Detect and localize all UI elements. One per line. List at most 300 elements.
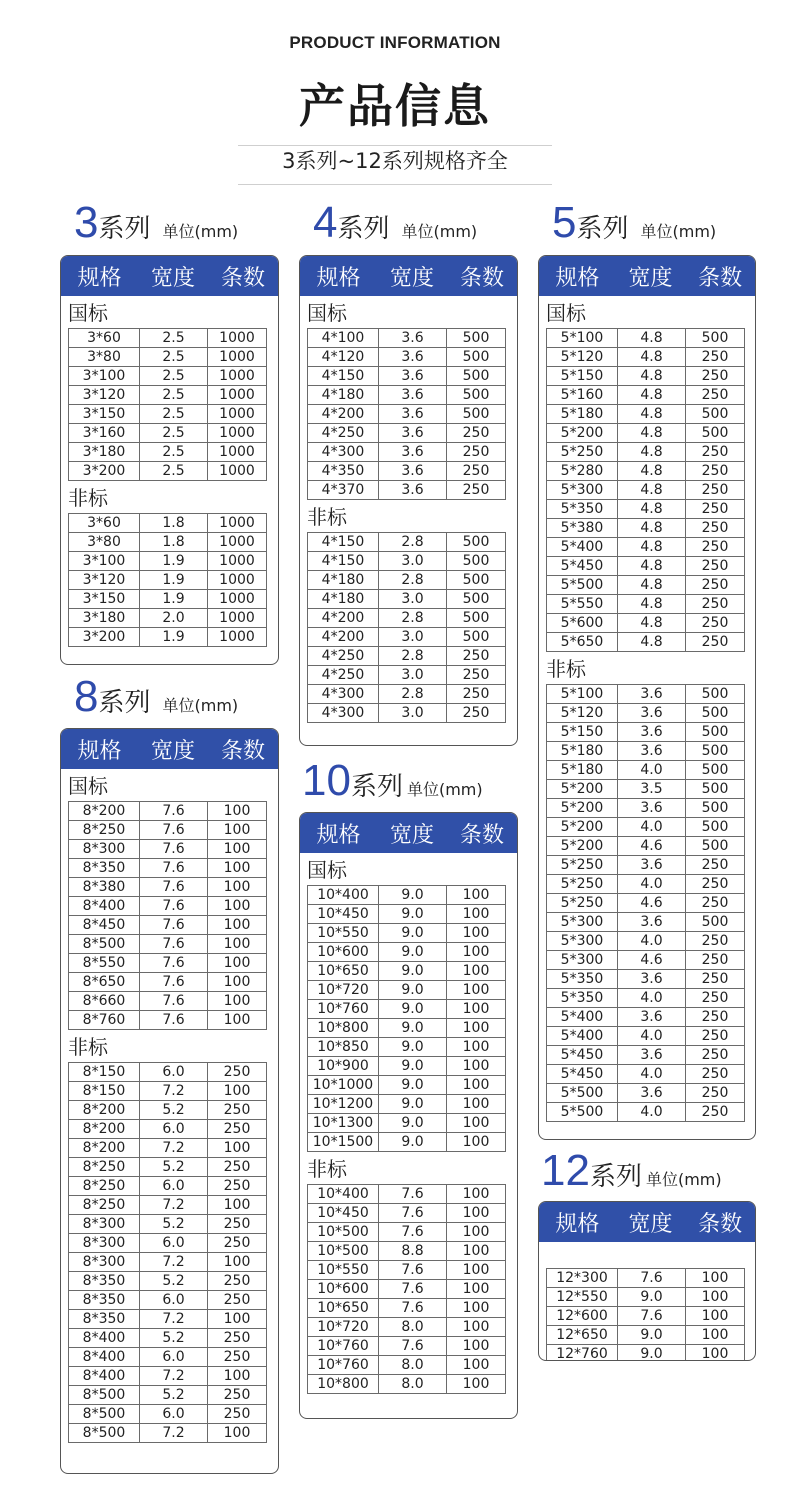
table-row	[69, 1253, 267, 1272]
width-cell: 9.0	[379, 1019, 447, 1038]
count-cell: 100	[208, 1196, 267, 1215]
table-row	[69, 897, 267, 916]
count-cell: 100	[447, 1375, 506, 1394]
count-cell: 250	[208, 1329, 267, 1348]
width-cell: 9.0	[379, 905, 447, 924]
table-row	[547, 1345, 745, 1362]
count-cell: 100	[447, 1133, 506, 1152]
table-row	[547, 1307, 745, 1326]
table-row	[69, 840, 267, 859]
count-cell: 100	[447, 924, 506, 943]
width-cell: 3.6	[379, 386, 447, 405]
width-cell: 7.6	[140, 1011, 208, 1030]
table-row	[308, 1242, 506, 1261]
spec-cell: 5*500	[547, 1103, 618, 1122]
count-cell: 250	[447, 443, 506, 462]
count-cell: 250	[686, 386, 745, 405]
spec-cell: 10*450	[308, 905, 379, 924]
width-cell: 4.8	[618, 614, 686, 633]
column-header: 规格	[316, 265, 361, 291]
table-row	[69, 533, 267, 552]
count-cell: 500	[686, 723, 745, 742]
spec-cell: 4*150	[308, 533, 379, 552]
count-cell: 250	[208, 1177, 267, 1196]
width-cell: 3.6	[618, 856, 686, 875]
count-cell: 100	[447, 981, 506, 1000]
spec-cell: 5*100	[547, 685, 618, 704]
spec-cell: 12*300	[547, 1269, 618, 1288]
width-cell: 5.2	[140, 1329, 208, 1348]
spec-cell: 8*350	[69, 1291, 140, 1310]
group-label: 国标	[68, 774, 108, 798]
width-cell: 4.8	[618, 348, 686, 367]
width-cell: 4.8	[618, 500, 686, 519]
count-cell: 500	[686, 780, 745, 799]
count-cell: 100	[208, 973, 267, 992]
count-cell: 250	[447, 666, 506, 685]
width-cell: 9.0	[618, 1288, 686, 1307]
table-row	[69, 1329, 267, 1348]
spec-cell: 5*160	[547, 386, 618, 405]
count-cell: 250	[686, 1065, 745, 1084]
table-row	[308, 329, 506, 348]
spec-cell: 3*100	[69, 552, 140, 571]
spec-cell: 5*300	[547, 913, 618, 932]
table-row	[69, 802, 267, 821]
table-row	[547, 1065, 745, 1084]
count-cell: 100	[447, 1185, 506, 1204]
series-card	[60, 255, 279, 665]
width-cell: 2.5	[140, 424, 208, 443]
column-header: 规格	[77, 265, 122, 291]
width-cell: 3.6	[618, 704, 686, 723]
table-row	[547, 1269, 745, 1288]
spec-cell: 8*400	[69, 1329, 140, 1348]
count-cell: 100	[447, 1337, 506, 1356]
width-cell: 8.0	[379, 1375, 447, 1394]
table-row	[69, 859, 267, 878]
table-row	[547, 894, 745, 913]
column-header: 宽度	[389, 822, 434, 848]
width-cell: 7.6	[618, 1269, 686, 1288]
spec-cell: 4*300	[308, 685, 379, 704]
width-cell: 3.6	[618, 742, 686, 761]
spec-cell: 4*100	[308, 329, 379, 348]
spec-cell: 8*200	[69, 802, 140, 821]
width-cell: 8.0	[379, 1318, 447, 1337]
spec-cell: 4*180	[308, 590, 379, 609]
spec-cell: 5*120	[547, 348, 618, 367]
width-cell: 7.6	[379, 1185, 447, 1204]
table-row	[69, 628, 267, 647]
width-cell: 7.6	[618, 1307, 686, 1326]
spec-cell: 10*400	[308, 1185, 379, 1204]
table-row	[69, 916, 267, 935]
width-cell: 4.8	[618, 424, 686, 443]
table-row	[69, 609, 267, 628]
count-cell: 1000	[208, 329, 267, 348]
width-cell: 9.0	[379, 1057, 447, 1076]
table-row	[69, 1291, 267, 1310]
table-row	[69, 1120, 267, 1139]
spec-cell: 5*450	[547, 1065, 618, 1084]
width-cell: 9.0	[379, 1133, 447, 1152]
count-cell: 250	[686, 1084, 745, 1103]
width-cell: 3.6	[618, 685, 686, 704]
width-cell: 9.0	[379, 1095, 447, 1114]
count-cell: 100	[208, 935, 267, 954]
count-cell: 1000	[208, 405, 267, 424]
width-cell: 4.8	[618, 386, 686, 405]
table-row	[69, 1101, 267, 1120]
width-cell: 9.0	[379, 981, 447, 1000]
width-cell: 4.0	[618, 875, 686, 894]
spec-cell: 3*150	[69, 405, 140, 424]
series-title-12: 12系列 单位(mm)	[541, 1146, 722, 1195]
table-row	[547, 704, 745, 723]
width-cell: 1.9	[140, 571, 208, 590]
table-row	[308, 666, 506, 685]
width-cell: 9.0	[618, 1345, 686, 1362]
group-label: 国标	[307, 858, 347, 882]
width-cell: 9.0	[379, 1000, 447, 1019]
width-cell: 2.8	[379, 647, 447, 666]
spec-cell: 5*350	[547, 989, 618, 1008]
table-row	[69, 1158, 267, 1177]
count-cell: 100	[447, 1038, 506, 1057]
count-cell: 100	[447, 943, 506, 962]
width-cell: 9.0	[379, 886, 447, 905]
width-cell: 4.0	[618, 1103, 686, 1122]
count-cell: 100	[208, 1310, 267, 1329]
spec-cell: 8*400	[69, 1367, 140, 1386]
spec-cell: 10*760	[308, 1000, 379, 1019]
spec-cell: 10*500	[308, 1242, 379, 1261]
spec-cell: 8*300	[69, 840, 140, 859]
table-row	[69, 405, 267, 424]
table-row	[547, 913, 745, 932]
spec-cell: 10*900	[308, 1057, 379, 1076]
width-cell: 9.0	[618, 1326, 686, 1345]
count-cell: 100	[208, 1082, 267, 1101]
width-cell: 7.6	[140, 840, 208, 859]
spec-cell: 5*200	[547, 780, 618, 799]
width-cell: 9.0	[379, 1038, 447, 1057]
table-row	[547, 837, 745, 856]
spec-cell: 10*800	[308, 1375, 379, 1394]
table-row	[69, 1386, 267, 1405]
spec-cell: 12*650	[547, 1326, 618, 1345]
table-row	[308, 590, 506, 609]
count-cell: 100	[208, 821, 267, 840]
table-row	[547, 576, 745, 595]
width-cell: 7.6	[379, 1280, 447, 1299]
width-cell: 1.9	[140, 628, 208, 647]
width-cell: 7.6	[140, 916, 208, 935]
width-cell: 6.0	[140, 1063, 208, 1082]
table-row	[308, 1185, 506, 1204]
table-row	[69, 1348, 267, 1367]
table-row	[547, 1103, 745, 1122]
spec-table	[307, 1184, 506, 1394]
width-cell: 5.2	[140, 1215, 208, 1234]
width-cell: 3.6	[618, 1084, 686, 1103]
count-cell: 250	[686, 856, 745, 875]
spec-cell: 5*150	[547, 367, 618, 386]
spec-cell: 5*200	[547, 799, 618, 818]
width-cell: 4.0	[618, 989, 686, 1008]
column-header: 条数	[698, 265, 743, 291]
count-cell: 250	[686, 614, 745, 633]
table-row	[308, 1261, 506, 1280]
count-cell: 500	[447, 329, 506, 348]
spec-cell: 8*500	[69, 1405, 140, 1424]
width-cell: 2.5	[140, 443, 208, 462]
spec-cell: 8*350	[69, 1272, 140, 1291]
width-cell: 5.2	[140, 1158, 208, 1177]
table-row	[547, 780, 745, 799]
count-cell: 1000	[208, 386, 267, 405]
table-row	[547, 481, 745, 500]
table-row	[547, 1288, 745, 1307]
spec-cell: 8*350	[69, 859, 140, 878]
count-cell: 100	[208, 897, 267, 916]
count-cell: 100	[686, 1345, 745, 1362]
width-cell: 2.8	[379, 685, 447, 704]
spec-table	[307, 532, 506, 723]
width-cell: 2.5	[140, 405, 208, 424]
spec-cell: 5*400	[547, 1027, 618, 1046]
spec-cell: 5*180	[547, 742, 618, 761]
table-row	[547, 367, 745, 386]
spec-cell: 12*760	[547, 1345, 618, 1362]
width-cell: 1.9	[140, 552, 208, 571]
subtitle-en: PRODUCT INFORMATION	[289, 33, 501, 52]
spec-cell: 8*300	[69, 1253, 140, 1272]
spec-cell: 8*150	[69, 1063, 140, 1082]
width-cell: 6.0	[140, 1291, 208, 1310]
spec-cell: 5*180	[547, 761, 618, 780]
count-cell: 250	[208, 1063, 267, 1082]
column-header: 规格	[555, 265, 600, 291]
series-card	[538, 1201, 756, 1361]
column-header: 宽度	[628, 1211, 673, 1237]
spec-cell: 5*300	[547, 932, 618, 951]
table-row	[308, 1038, 506, 1057]
spec-table	[546, 1268, 745, 1361]
table-row	[547, 462, 745, 481]
width-cell: 7.6	[140, 973, 208, 992]
count-cell: 250	[686, 875, 745, 894]
count-cell: 500	[686, 818, 745, 837]
count-cell: 250	[447, 647, 506, 666]
group-label: 非标	[307, 505, 347, 529]
width-cell: 9.0	[379, 962, 447, 981]
table-row	[547, 1046, 745, 1065]
width-cell: 4.0	[618, 818, 686, 837]
table-row	[308, 1095, 506, 1114]
count-cell: 500	[447, 571, 506, 590]
table-row	[69, 1405, 267, 1424]
count-cell: 100	[447, 1000, 506, 1019]
spec-cell: 4*150	[308, 552, 379, 571]
count-cell: 250	[686, 443, 745, 462]
table-row	[308, 386, 506, 405]
count-cell: 250	[208, 1158, 267, 1177]
table-row	[308, 367, 506, 386]
count-cell: 100	[447, 1242, 506, 1261]
spec-cell: 3*80	[69, 533, 140, 552]
count-cell: 250	[208, 1291, 267, 1310]
table-row	[69, 424, 267, 443]
spec-cell: 4*250	[308, 424, 379, 443]
width-cell: 4.8	[618, 481, 686, 500]
count-cell: 500	[686, 913, 745, 932]
spec-table	[307, 885, 506, 1152]
count-cell: 1000	[208, 609, 267, 628]
table-row	[308, 1204, 506, 1223]
spec-cell: 5*180	[547, 405, 618, 424]
column-header: 条数	[220, 265, 265, 291]
count-cell: 500	[686, 704, 745, 723]
spec-cell: 8*350	[69, 1310, 140, 1329]
width-cell: 7.2	[140, 1310, 208, 1329]
count-cell: 100	[208, 1367, 267, 1386]
width-cell: 4.8	[618, 367, 686, 386]
width-cell: 7.6	[140, 992, 208, 1011]
table-header	[300, 813, 517, 853]
column-header: 规格	[316, 822, 361, 848]
width-cell: 7.2	[140, 1082, 208, 1101]
spec-cell: 12*600	[547, 1307, 618, 1326]
spec-cell: 8*250	[69, 1196, 140, 1215]
width-cell: 3.6	[618, 1046, 686, 1065]
spec-cell: 4*250	[308, 647, 379, 666]
width-cell: 9.0	[379, 924, 447, 943]
table-row	[308, 571, 506, 590]
spec-cell: 8*650	[69, 973, 140, 992]
width-cell: 3.6	[379, 462, 447, 481]
table-row	[69, 367, 267, 386]
width-cell: 3.6	[379, 348, 447, 367]
table-row	[547, 443, 745, 462]
count-cell: 1000	[208, 571, 267, 590]
spec-cell: 5*200	[547, 424, 618, 443]
table-row	[308, 924, 506, 943]
table-row	[69, 1196, 267, 1215]
spec-cell: 10*1000	[308, 1076, 379, 1095]
table-row	[69, 1082, 267, 1101]
count-cell: 250	[447, 685, 506, 704]
width-cell: 4.6	[618, 951, 686, 970]
spec-cell: 5*550	[547, 595, 618, 614]
spec-cell: 5*350	[547, 500, 618, 519]
spec-cell: 12*550	[547, 1288, 618, 1307]
width-cell: 2.5	[140, 329, 208, 348]
table-row	[308, 462, 506, 481]
series-title-4: 4系列 单位(mm)	[313, 198, 478, 247]
table-row	[547, 989, 745, 1008]
spec-cell: 3*60	[69, 514, 140, 533]
table-row	[547, 386, 745, 405]
count-cell: 250	[686, 481, 745, 500]
count-cell: 1000	[208, 628, 267, 647]
table-row	[69, 1367, 267, 1386]
table-header	[61, 729, 278, 769]
spec-cell: 5*250	[547, 443, 618, 462]
count-cell: 100	[447, 905, 506, 924]
column-header: 规格	[77, 738, 122, 764]
spec-cell: 10*800	[308, 1019, 379, 1038]
table-row	[308, 1337, 506, 1356]
spec-cell: 8*500	[69, 1386, 140, 1405]
spec-cell: 8*250	[69, 1158, 140, 1177]
count-cell: 100	[447, 1057, 506, 1076]
spec-table	[546, 684, 745, 1122]
table-row	[69, 443, 267, 462]
count-cell: 100	[208, 1253, 267, 1272]
spec-cell: 10*1500	[308, 1133, 379, 1152]
group-label: 国标	[546, 301, 586, 325]
spec-cell: 3*120	[69, 386, 140, 405]
count-cell: 250	[447, 481, 506, 500]
table-row	[547, 633, 745, 652]
table-row	[547, 557, 745, 576]
table-row	[547, 614, 745, 633]
table-row	[308, 443, 506, 462]
count-cell: 100	[447, 1318, 506, 1337]
spec-cell: 3*150	[69, 590, 140, 609]
count-cell: 500	[447, 628, 506, 647]
width-cell: 4.6	[618, 894, 686, 913]
width-cell: 3.0	[379, 704, 447, 723]
width-cell: 2.5	[140, 348, 208, 367]
table-row	[69, 1215, 267, 1234]
width-cell: 8.8	[379, 1242, 447, 1261]
spec-cell: 10*650	[308, 962, 379, 981]
width-cell: 5.2	[140, 1272, 208, 1291]
width-cell: 9.0	[379, 1114, 447, 1133]
spec-cell: 3*200	[69, 462, 140, 481]
spec-cell: 8*300	[69, 1215, 140, 1234]
count-cell: 250	[447, 462, 506, 481]
count-cell: 100	[686, 1269, 745, 1288]
spec-cell: 10*1200	[308, 1095, 379, 1114]
column-header: 条数	[459, 822, 504, 848]
table-row	[308, 533, 506, 552]
width-cell: 3.0	[379, 666, 447, 685]
width-cell: 2.5	[140, 367, 208, 386]
table-row	[69, 348, 267, 367]
width-cell: 4.8	[618, 462, 686, 481]
table-header	[539, 256, 755, 296]
spec-cell: 5*150	[547, 723, 618, 742]
table-header	[300, 256, 517, 296]
spec-cell: 10*400	[308, 886, 379, 905]
table-row	[308, 1223, 506, 1242]
count-cell: 100	[686, 1288, 745, 1307]
table-row	[308, 1114, 506, 1133]
table-row	[308, 905, 506, 924]
table-row	[308, 1356, 506, 1375]
width-cell: 2.5	[140, 462, 208, 481]
spec-cell: 4*300	[308, 704, 379, 723]
count-cell: 100	[208, 916, 267, 935]
column-header: 宽度	[628, 265, 673, 291]
count-cell: 100	[447, 1019, 506, 1038]
count-cell: 100	[208, 840, 267, 859]
width-cell: 3.6	[618, 799, 686, 818]
